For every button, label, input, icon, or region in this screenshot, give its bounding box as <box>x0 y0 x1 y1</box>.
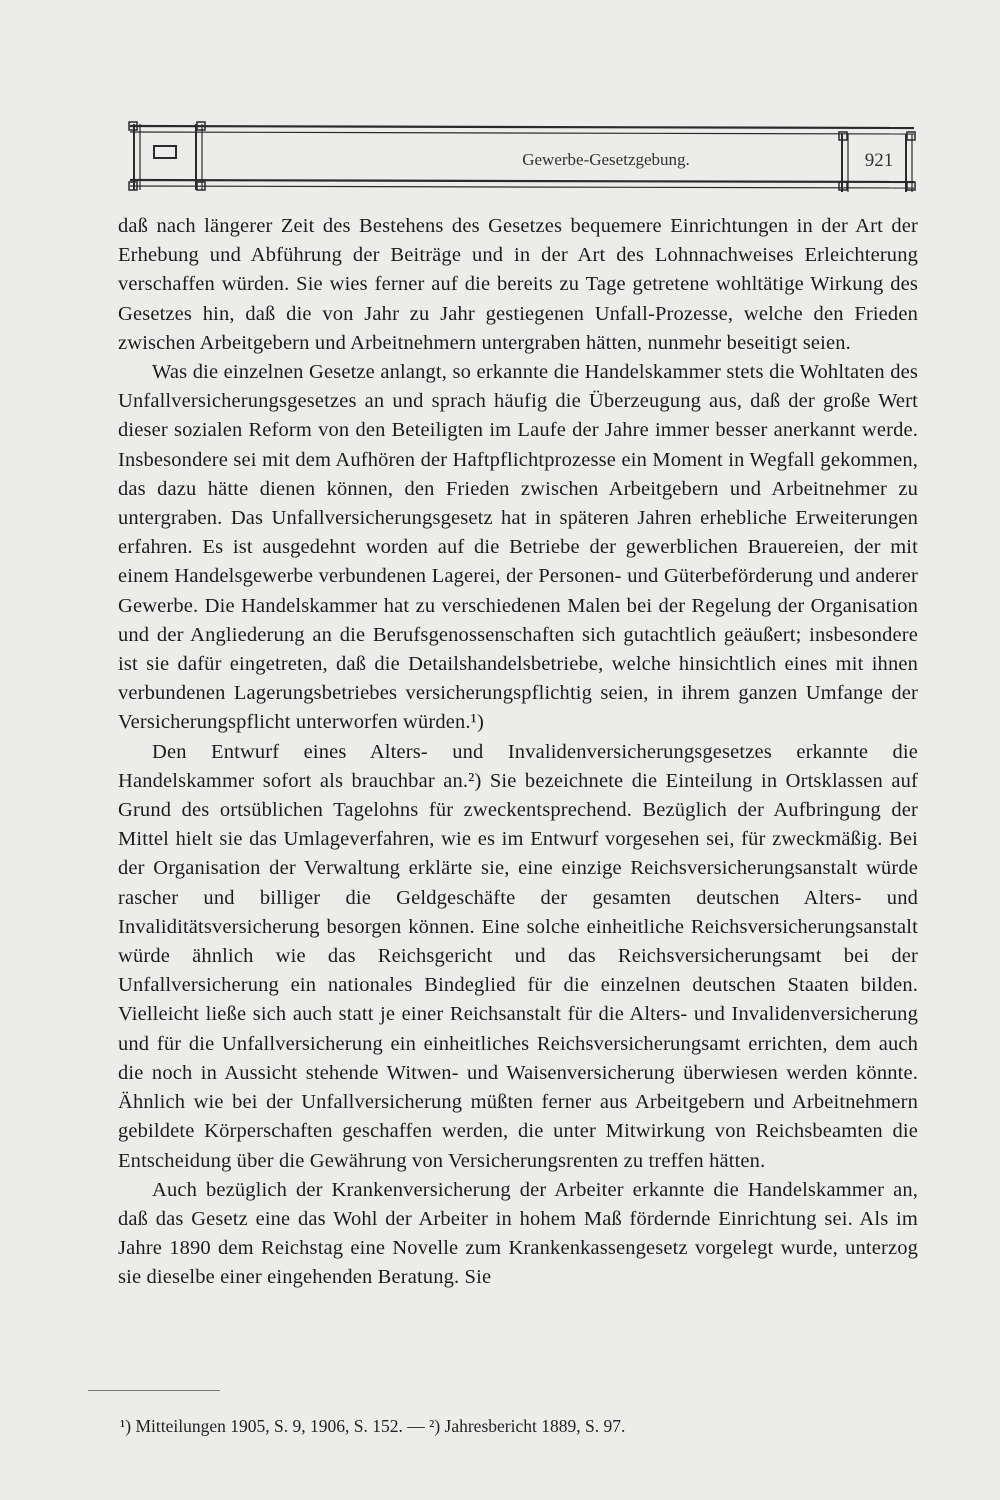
footnotes: ¹) Mitteilungen 1905, S. 9, 1906, S. 152. — ²) Jahresbericht 1889, S. 97. <box>120 1416 626 1436</box>
paragraph: Den Entwurf eines Alters- und Invalidenversicherungsgesetzes erkannte die Handelskammer sofort als brauchbar an.²) Sie bezeichnete die Einteilung in Ortsklassen auf Grund des ortsüblichen Tagelohns für zweckentsprechend. Bezüglich der Aufbringung der Mittel hielt sie das Umlageverfahren, wie es im Entwurf vorgesehen sei, für zweckmäßig. Bei der Organisation der Verwaltung erklärte sie, eine einzige Reichsversicherungsanstalt würde rascher und billiger die Geldgeschäfte der gesamten deutschen Alters- und Invaliditätsversicherung besorgen können. Eine solche einheitliche Reichsversicherungsanstalt würde ähnlich wie das Reichsgericht und das Reichsversicherungsamt bei der Unfallversicherung ein nationales Bindeglied für die einzelnen deutschen Staaten bilden. Vielleicht ließe sich auch statt je einer Reichsanstalt für die Alters- und Invalidenversicherung und für die Unfallversicherung ein einheitliches Reichsversicherungsamt errichten, dem auch die noch in Aussicht stehende Witwen- und Waisenversicherung überwiesen werden könnte. Ähnlich wie bei der Unfallversicherung müßten ferner aus Arbeitgebern und Arbeitnehmern gebildete Körperschaften geschaffen werden, die unter Mitwirkung von Reichsbeamten die Entscheidung über die Gewährung von Versicherungsrenten zu treffen hätten. <box>118 740 918 1172</box>
paragraph: Auch bezüglich der Krankenversicherung der Arbeiter erkannte die Handelskammer an, daß das Gesetz eine das Wohl der Arbeiter in hohem Maß fördernde Einrichtung sei. Als im Jahre 1890 dem Reichstag eine Novelle zum Krankenkassengesetz vorgelegt wurde, unterzog sie dieselbe einer eingehenden Beratung. Sie <box>118 1178 918 1289</box>
running-header <box>126 120 918 194</box>
body-text <box>118 212 918 1293</box>
footnote-divider <box>88 1390 220 1391</box>
paragraph: Was die einzelnen Gesetze anlangt, so erkannte die Handelskammer stets die Wohltaten des Unfallversicherungsgesetzes an und sprach häufig die Überzeugung aus, daß der große Wert dieser sozialen Reform von den Beteiligten im Laufe der Jahre immer besser anerkannt werde. Insbesondere sei mit dem Aufhören der Haftpflichtprozesse ein Moment in Wegfall gekommen, das dazu hätte dienen können, den Frieden zwischen Arbeitgebern und Arbeitnehmer zu untergraben. Das Unfallversicherungsgesetz hat in späteren Jahren erhebliche Erweiterungen erfahren. Es ist ausgedehnt worden auf die Betriebe der gewerblichen Brauereien, der mit einem Handelsgewerbe verbundenen Lagerei, der Personen- und Güterbeförderung und anderer Gewerbe. Die Handelskammer hat zu verschiedenen Malen bei der Regelung der Organisation und der Angliederung an die Berufsgenossenschaften sich gutachtlich geäußert; insbesondere ist sie dafür eingetreten, daß die Detailshandelsbetriebe, welche hinsichtlich eines mit ihnen verbundenen Lagerungsbetriebes versicherungspflichtig seien, in ihrem ganzen Umfange der Versicherungspflicht unterworfen würden.¹) <box>118 361 918 734</box>
page-number: 921 <box>864 150 894 171</box>
running-title: Gewerbe-Gesetzgebung. <box>522 150 690 169</box>
paragraph: daß nach längerer Zeit des Bestehens des Gesetzes bequemere Einrichtungen in der Art der Erhebung und Abführung der Beiträge und in der Art des Lohnnachweises Erleichterung verschaffen würden. Sie wies ferner auf die bereits zu Tage getretene wohltätige Wirkung des Gesetzes hin, daß die von Jahr zu Jahr gestiegenen Unfall-Prozesse, welche den Frieden zwischen Arbeitgebern und Arbeitnehmern untergraben hätten, nunmehr beseitigt seien. <box>118 215 918 354</box>
